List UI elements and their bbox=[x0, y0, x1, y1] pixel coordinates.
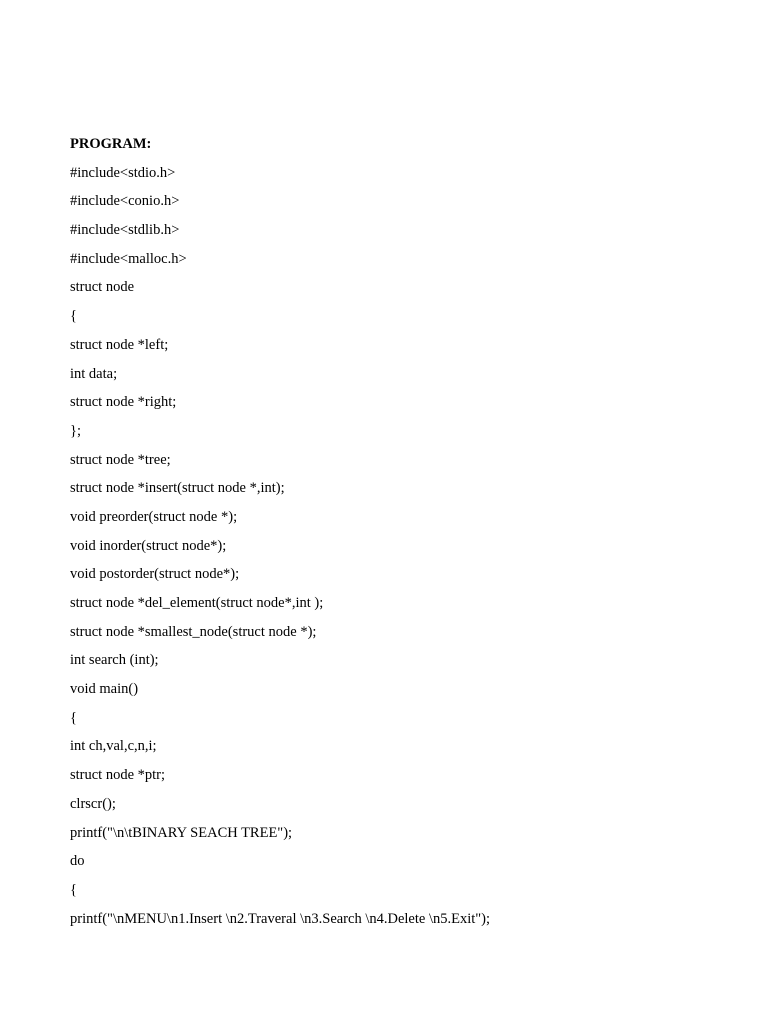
code-line-int-data: int data; bbox=[70, 365, 118, 382]
code-line-search-prototype: int search (int); bbox=[70, 652, 159, 669]
code-line-int-variables: int ch,val,c,n,i; bbox=[70, 738, 157, 755]
code-line-printf-menu: printf("\nMENU\n1.Insert \n2.Traveral \n3.Search \n4.Delete \n5.Exit"); bbox=[70, 910, 491, 927]
code-line-include-stdlib: #include<stdlib.h> bbox=[70, 222, 180, 239]
code-line-include-stdio: #include<stdio.h> bbox=[70, 164, 176, 181]
code-line-smallest-node-prototype: struct node *smallest_node(struct node *); bbox=[70, 623, 317, 640]
code-line-do-open-brace: { bbox=[70, 881, 77, 898]
program-listing bbox=[70, 130, 730, 933]
code-line-include-malloc: #include<malloc.h> bbox=[70, 250, 187, 267]
code-line-struct-close: }; bbox=[70, 422, 81, 439]
code-line-postorder-prototype: void postorder(struct node*); bbox=[70, 566, 240, 583]
code-line-clrscr: clrscr(); bbox=[70, 795, 116, 812]
code-line-right-pointer: struct node *right; bbox=[70, 394, 177, 411]
code-line-main-open-brace: { bbox=[70, 709, 77, 726]
code-line-include-conio: #include<conio.h> bbox=[70, 193, 180, 210]
code-line-inorder-prototype: void inorder(struct node*); bbox=[70, 537, 227, 554]
code-line-tree-declaration: struct node *tree; bbox=[70, 451, 171, 468]
code-line-struct-node: struct node bbox=[70, 279, 135, 296]
code-line-main-signature: void main() bbox=[70, 681, 139, 698]
code-line-insert-prototype: struct node *insert(struct node *,int); bbox=[70, 480, 285, 497]
code-line-open-brace: { bbox=[70, 308, 77, 325]
program-heading: PROGRAM: bbox=[70, 136, 152, 152]
code-line-do: do bbox=[70, 853, 85, 870]
code-line-ptr-declaration: struct node *ptr; bbox=[70, 767, 166, 784]
code-line-left-pointer: struct node *left; bbox=[70, 336, 169, 353]
code-line-printf-title: printf("\n\tBINARY SEACH TREE"); bbox=[70, 824, 293, 841]
code-line-del-element-prototype: struct node *del_element(struct node*,int ); bbox=[70, 595, 324, 611]
code-line-preorder-prototype: void preorder(struct node *); bbox=[70, 508, 238, 525]
